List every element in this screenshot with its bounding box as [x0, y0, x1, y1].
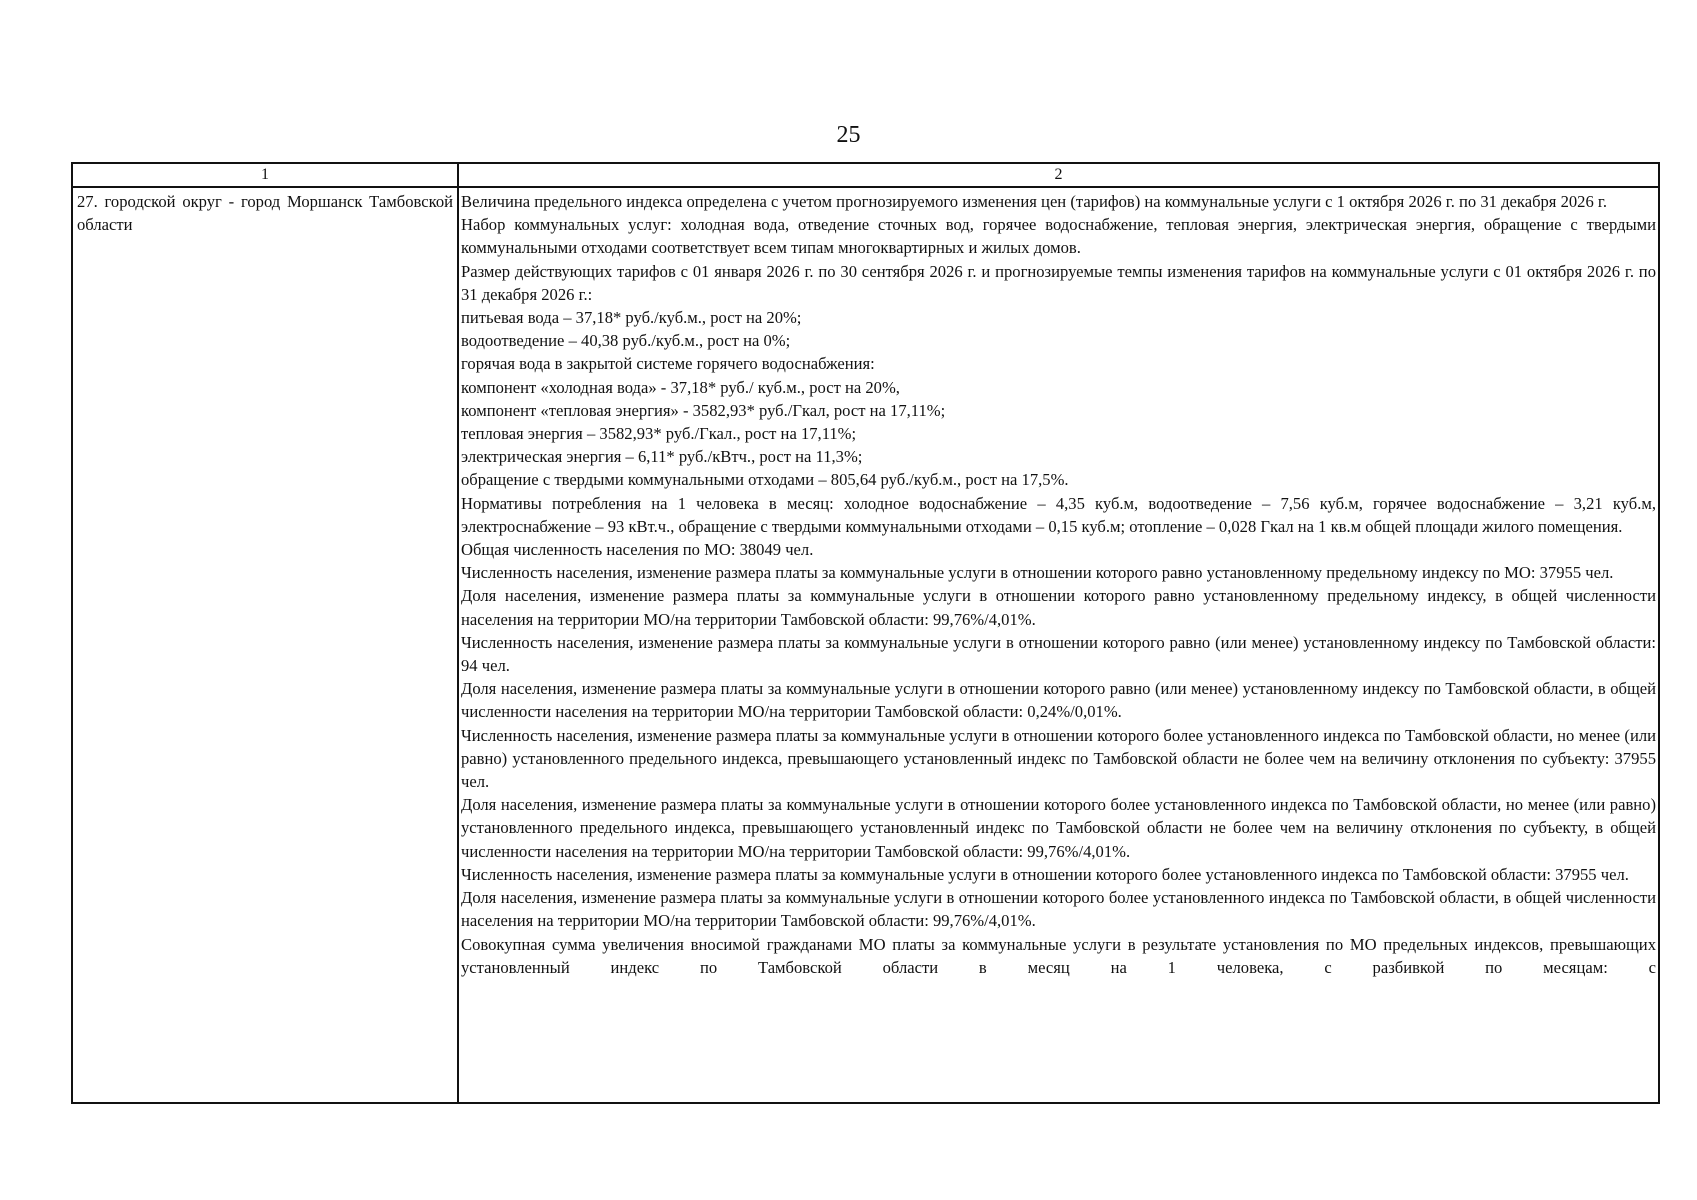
description-cell: [458, 187, 1659, 1103]
column-header-2: 2: [458, 163, 1659, 187]
paragraph-total-population: Общая численность населения по МО: 38049 чел.: [461, 540, 814, 560]
paragraph-share-above-regional: Доля населения, изменение размера платы за коммунальные услуги в отношении которого более установленного индекса по Тамбовской области, в общей численности населения на территории МО/на территории Тамбовской области: 99,76%/4,01%.: [461, 888, 1656, 931]
municipality-cell: [72, 187, 458, 1103]
paragraph-total-increase: Совокупная сумма увеличения вносимой гражданами МО платы за коммунальные услуги в результате установления по МО предельных индексов, превышающих установленный индекс по Тамбовской области в месяц на 1 человека, с разбивкой по месяцам: с: [461, 934, 1656, 977]
paragraph-population-below-regional: Численность населения, изменение размера платы за коммунальные услуги в отношении которого равно (или менее) установленному индексу по Тамбовской области: 94 чел.: [461, 632, 1656, 676]
tariff-electricity: электрическая энергия – 6,11* руб./кВтч., рост на 11,3%;: [461, 447, 863, 467]
paragraph-share-equal-limit: Доля населения, изменение размера платы за коммунальные услуги в отношении которого равно установленному предельному индексу, в общей численности населения на территории МО/на территории Тамбовской области: 99,76%/4,01%.: [461, 586, 1656, 629]
tariff-table: [71, 162, 1660, 1104]
tariff-drinking-water: питьевая вода – 37,18* руб./куб.м., рост на 20%;: [461, 308, 802, 328]
column-header-1: 1: [72, 163, 458, 187]
municipality-name: 27. городской округ - город Моршанск Тамбовской области: [77, 192, 453, 235]
paragraph-consumption-norms: Нормативы потребления на 1 человека в месяц: холодное водоснабжение – 4,35 куб.м, водоотведение – 7,56 куб.м, горячее водоснабжение – 3,21 куб.м, электроснабжение – 93 кВт.ч., обращение с твердыми коммунальными отходами – 0,15 куб.м; отопление – 0,028 Гкал на 1 кв.м общей площади жилого помещения.: [461, 493, 1656, 536]
tariff-hot-water-heading: горячая вода в закрытой системе горячего водоснабжения:: [461, 354, 875, 374]
tariff-solid-waste: обращение с твердыми коммунальными отходами – 805,64 руб./куб.м., рост на 17,5%.: [461, 470, 1069, 490]
paragraph-population-equal-limit: Численность населения, изменение размера платы за коммунальные услуги в отношении которого равно установленному предельному индексу по МО: 37955 чел.: [461, 563, 1614, 583]
tariff-cold-water-component: компонент «холодная вода» - 37,18* руб./ куб.м., рост на 20%,: [461, 377, 900, 397]
paragraph-share-below-regional: Доля населения, изменение размера платы за коммунальные услуги в отношении которого равно (или менее) установленному индексу по Тамбовской области, в общей численности населения на территории МО/на территории Тамбовской области: 0,24%/0,01%.: [461, 679, 1656, 722]
paragraph-population-within-deviation: Численность населения, изменение размера платы за коммунальные услуги в отношении которого более установленного индекса по Тамбовской области, но менее (или равно) установленного предельного индекса, превышающего установленный индекс по Тамбовской области не более чем на величину отклонения по субъекту: 37955 чел.: [461, 725, 1656, 792]
tariff-heat-component: компонент «тепловая энергия» - 3582,93* руб./Гкал, рост на 17,11%;: [461, 400, 946, 420]
tariff-wastewater: водоотведение – 40,38 руб./куб.м., рост на 0%;: [461, 331, 791, 351]
table-row: [72, 187, 1659, 1103]
page-number: 25: [836, 122, 861, 148]
paragraph-share-within-deviation: Доля населения, изменение размера платы за коммунальные услуги в отношении которого более установленного индекса по Тамбовской области, но менее (или равно) установленного предельного индекса, превышающего установленный индекс по Тамбовской области не более чем на величину отклонения по субъекту, в общей численности населения на территории МО/на территории Тамбовской области: 99,76%/4,01%.: [461, 795, 1656, 861]
paragraph-services-set: Набор коммунальных услуг: холодная вода, отведение сточных вод, горячее водоснабжение, тепловая энергия, электрическая энергия, обращение с твердыми коммунальными отходами соответствует всем типам многоквартирных и жилых домов.: [461, 215, 1656, 258]
paragraph-population-above-regional: Численность населения, изменение размера платы за коммунальные услуги в отношении которого более установленного индекса по Тамбовской области: 37955 чел.: [461, 864, 1629, 884]
table-header-row: [72, 163, 1659, 187]
tariff-heat-energy: тепловая энергия – 3582,93* руб./Гкал., рост на 17,11%;: [461, 424, 857, 444]
paragraph-index-basis: Величина предельного индекса определена с учетом прогнозируемого изменения цен (тарифов) на коммунальные услуги с 1 октября 2026 г. по 31 декабря 2026 г.: [461, 192, 1608, 211]
paragraph-tariffs-intro: Размер действующих тарифов с 01 января 2026 г. по 30 сентября 2026 г. и прогнозируемые темпы изменения тарифов на коммунальные услуги с 01 октября 2026 г. по 31 декабря 2026 г.:: [461, 261, 1656, 304]
